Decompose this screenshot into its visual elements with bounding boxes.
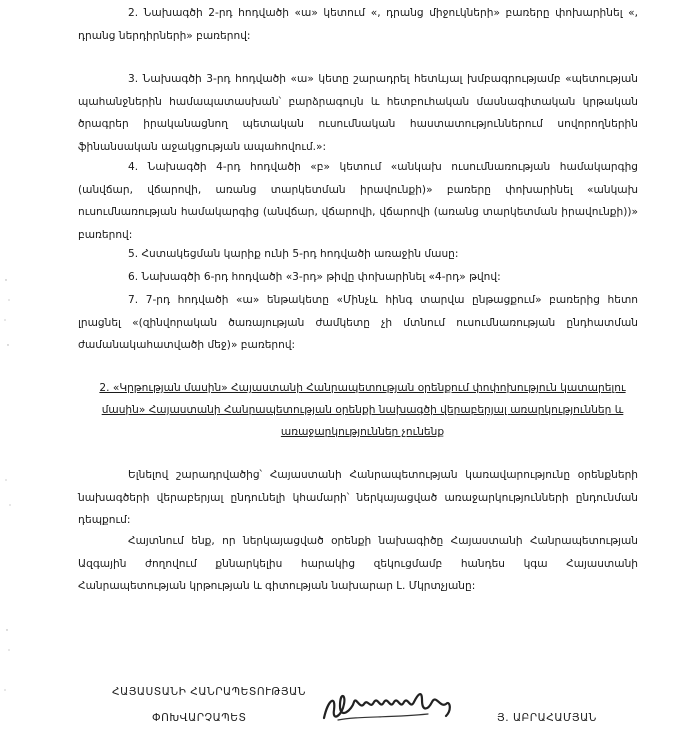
scan-noise	[0, 0, 20, 737]
conclusion-paragraph: Ելնելով շարադրվածից՝ Հայաստանի Հանրապետության կառավարությունը օրենքների նախագծերի վերաբերյալ ընդունելի կհամարի՝ ներկայացված առաջարկությունների ընդունման դեպքում:	[78, 469, 638, 526]
item-6: 6. Նախագծի 6-րդ հոդվածի «3-րդ» թիվը փոխարինել «4-րդ» թվով:	[128, 271, 501, 283]
item-7: 7. 7-րդ հոդվածի «ա» ենթակետը «Մինչև հինգ տարվա ընթացքում» բառերից հետո լրացնել «(զինվորական ծառայության ժամկետը չի մտնում ուսումնառության ընդհատման ժամանակահատվածի մեջ)» բառերով:	[78, 294, 638, 351]
presenter-paragraph: Հայտնում ենք, որ ներկայացված օրենքի նախագիծը Հայաստանի Հանրապետության Ազգային ժողովում քննարկելիս հարակից զեկուցմամբ հանդես կգա Հայաստանի Հանրապետության կրթության և գիտության նախարար Լ. Մկրտչյանը:	[78, 535, 638, 592]
item-5: 5. Հստակեցման կարիք ունի 5-րդ հոդվածի առաջին մասը:	[128, 248, 459, 260]
section-heading: 2. «Կրթության մասին» Հայաստանի Հանրապետության օրենքում փոփոխություն կատարելու մասին» Հայաստանի Հանրապետության օրենքի նախագծի վերաբերյալ առարկություններ և առաջարկություններ չունենք	[99, 382, 626, 438]
item-3: 3. Նախագծի 3-րդ հոդվածի «ա» կետը շարադրել հետևյալ խմբագրությամբ «պետության պահանջներին համապատասխան՝ բարձրագույն և հետբուհական մասնագիտական կրթական ծրագրեր իրականացնող պետական ուսումնական հաստատություններում սովորողներին ֆինանսական աջակցության ապահովում.»:	[78, 73, 638, 153]
item-2: 2. Նախագծի 2-րդ հոդվածի «ա» կետում «, դրանց միջուկների» բառերը փոխարինել «, դրանց ներդիրների» բառերով:	[78, 7, 638, 42]
signature-org-line1: ՀԱՅԱՍՏԱՆԻ ՀԱՆՐԱՊԵՏՈՒԹՅԱՆ	[112, 686, 306, 698]
signer-name: Յ. ԱԲՐԱՀԱՄՅԱՆ	[497, 712, 597, 724]
signature-org-line2: ՓՈԽՎԱՐՉԱՊԵՏ	[152, 712, 247, 724]
item-4: 4. Նախագծի 4-րդ հոդվածի «բ» կետում «անկախ ուսումնառության համակարգից (անվճար, վճարովի, առանց տարկետման իրավունքի)» բառերը փոխարինել «անկախ ուսումնառության համակարգից (անվճար, վճարովի, վճարովի (առանց տարկետման իրավունքի))» բառերով:	[78, 161, 638, 241]
handwritten-signature	[318, 680, 458, 730]
